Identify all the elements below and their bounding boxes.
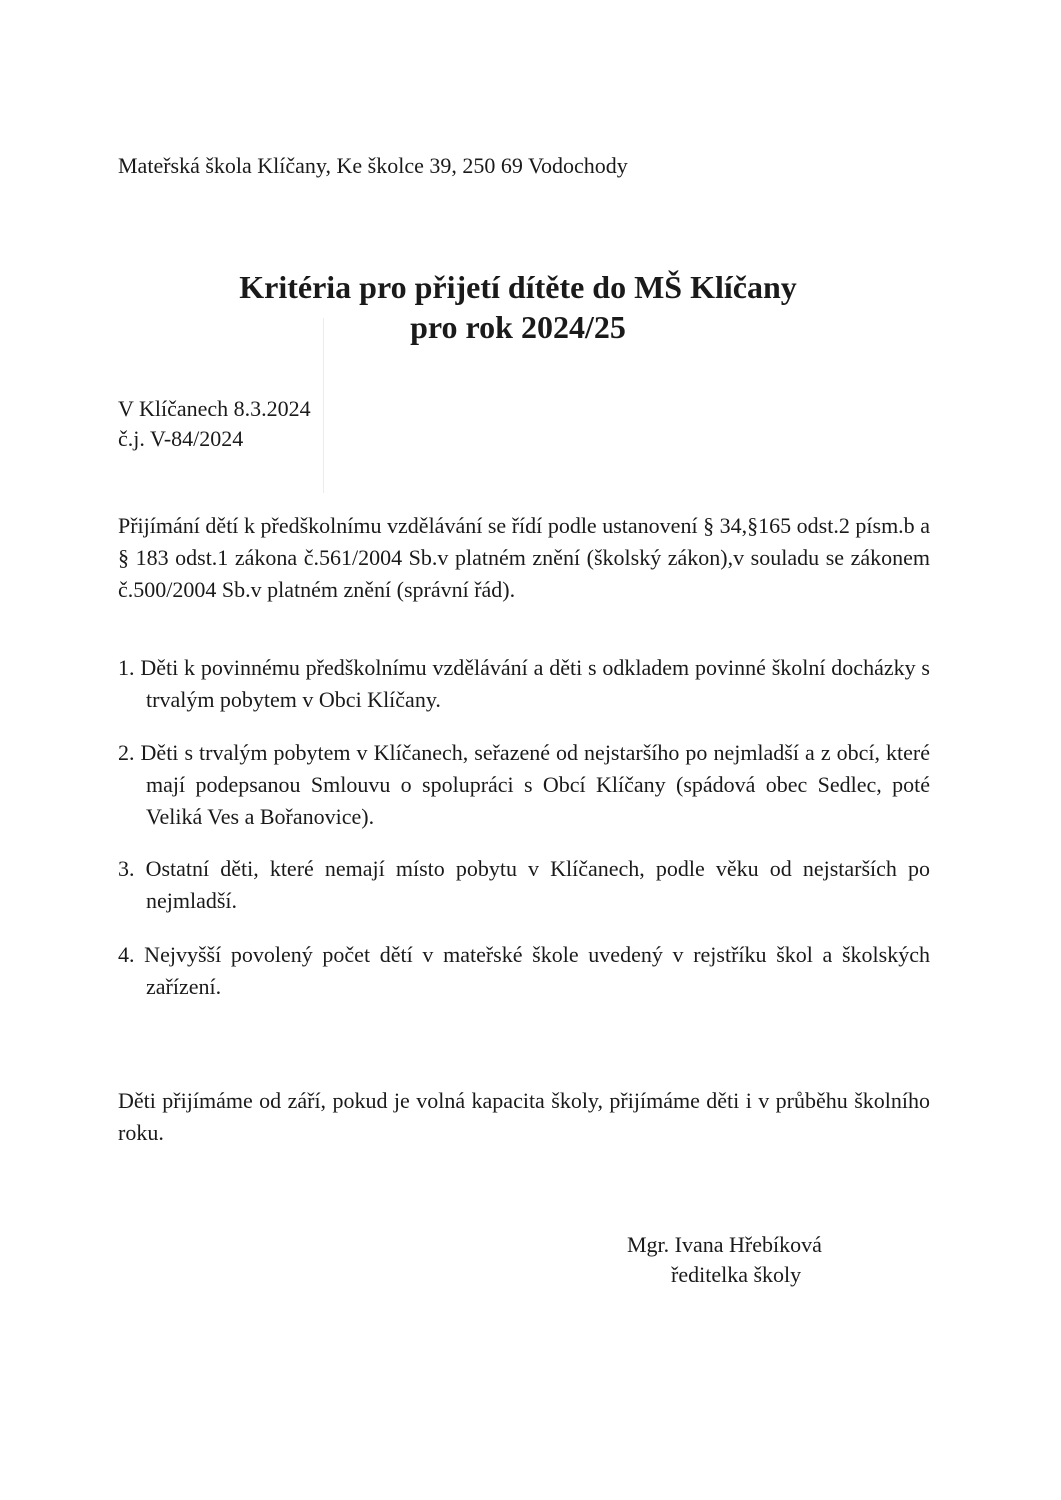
reference-number: č.j. V-84/2024 <box>118 426 244 451</box>
place-date: V Klíčanech 8.3.2024 <box>118 396 311 421</box>
school-address: Mateřská škola Klíčany, Ke školce 39, 250 69 Vodochody <box>118 153 628 178</box>
signatory-name: Mgr. Ivana Hřebíková <box>627 1232 822 1257</box>
intro-paragraph: Přijímání dětí k předškolnímu vzdělávání se řídí podle ustanovení § 34,§165 odst.2 písm.b a § 183 odst.1 zákona č.561/2004 Sb.v platném znění (školský zákon),v souladu se zákonem č.500/2004 Sb.v platném znění (správní řád). <box>118 513 930 602</box>
closing-paragraph: Děti přijímáme od září, pokud je volná kapacita školy, přijímáme děti i v průběhu školního roku. <box>118 1088 930 1145</box>
scan-artifact-line <box>323 318 324 493</box>
criterion-item: 3. Ostatní děti, které nemají místo pobytu v Klíčanech, podle věku od nejstarších po nejmladší. <box>118 856 930 913</box>
document-title: Kritéria pro přijetí dítěte do MŠ Klíčany <box>239 269 797 305</box>
criterion-item: 1. Děti k povinnému předškolnímu vzdělávání a děti s odkladem povinné školní docházky s trvalým pobytem v Obci Klíčany. <box>118 655 930 712</box>
criterion-item: 2. Děti s trvalým pobytem v Klíčanech, seřazené od nejstaršího po nejmladší a z obcí, které mají podepsanou Smlouvu o spolupráci s Obcí Klíčany (spádová obec Sedlec, poté Veliká Ves a Bořanovice). <box>118 740 930 829</box>
document-subtitle: pro rok 2024/25 <box>410 309 626 345</box>
signatory-role: ředitelka školy <box>671 1262 802 1287</box>
criterion-item: 4. Nejvyšší povolený počet dětí v mateřské škole uvedený v rejstříku škol a školských zařízení. <box>118 942 930 999</box>
